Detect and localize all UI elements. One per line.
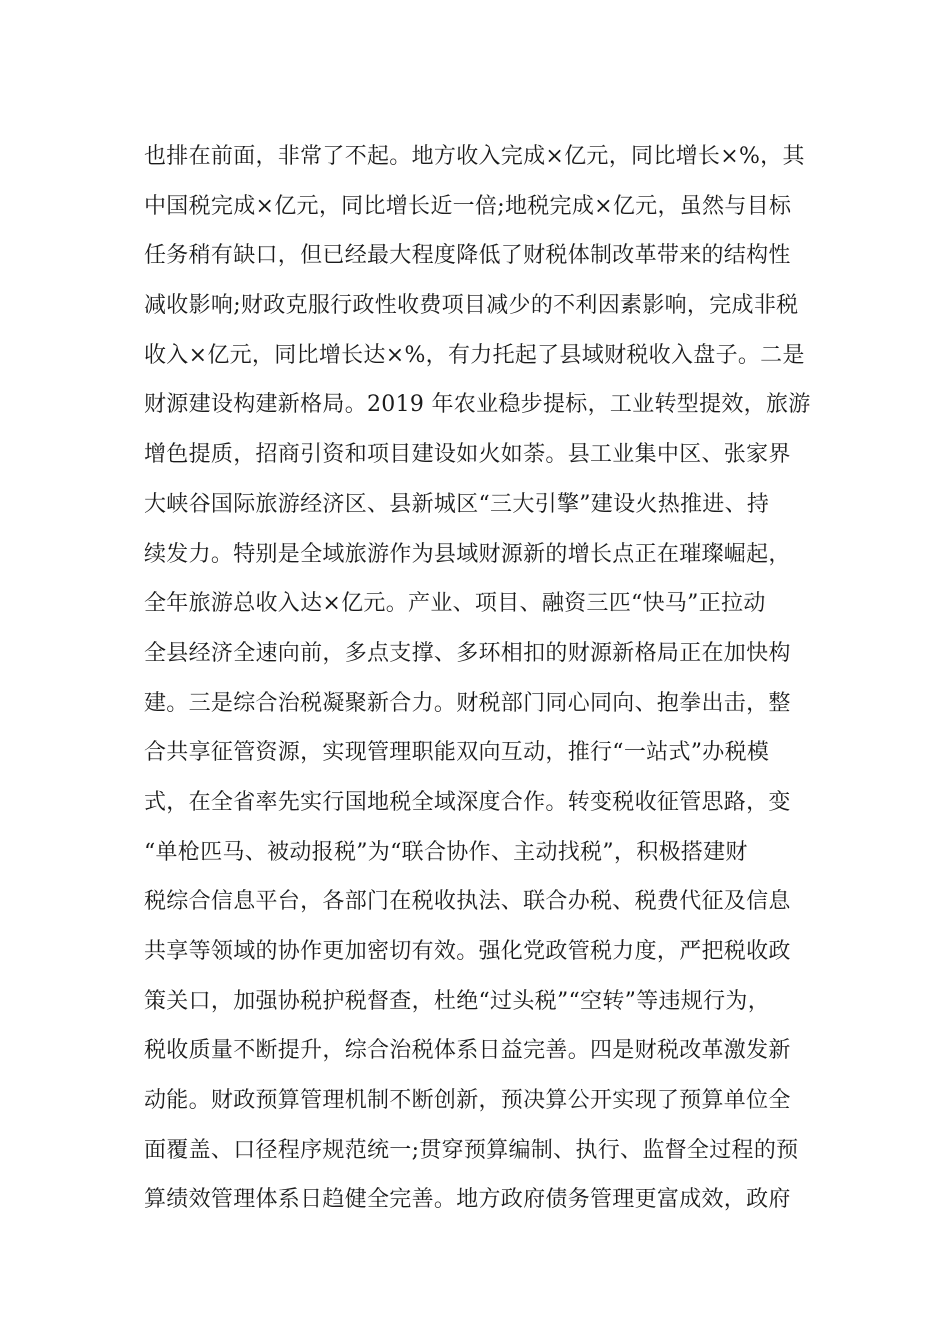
text-line: 减收影响;财政克服行政性收费项目减少的不利因素影响，完成非税 <box>144 293 799 319</box>
text-line: 式，在全省率先实行国地税全域深度合作。转变税收征管思路，变 <box>144 789 791 815</box>
text-line: 建。三是综合治税凝聚新合力。财税部门同心同向、抱拳出击，整 <box>144 690 791 716</box>
text-line: 收入×亿元，同比增长达×%，有力托起了县域财税收入盘子。二是 <box>144 342 805 368</box>
text-line: 算绩效管理体系日趋健全完善。地方政府债务管理更富成效，政府 <box>144 1187 791 1213</box>
text-line: 策关口，加强协税护税督查，杜绝“过头税”“空转”等违规行为， <box>144 988 770 1014</box>
text-line: “单枪匹马、被动报税”为“联合协作、主动找税”，积极搭建财 <box>144 839 748 865</box>
text-line: 共享等领域的协作更加密切有效。强化党政管税力度，严把税收政 <box>144 939 791 964</box>
text-line: 全年旅游总收入达×亿元。产业、项目、融资三匹“快马”正拉动 <box>144 591 766 617</box>
text-line: 中国税完成×亿元，同比增长近一倍;地税完成×亿元，虽然与目标 <box>144 193 792 219</box>
text-line: 税综合信息平台，各部门在税收执法、联合办税、税费代征及信息 <box>144 889 791 915</box>
text-line: 财源建设构建新格局。2019 年农业稳步提标，工业转型提效，旅游 <box>144 392 811 418</box>
text-line: 合共享征管资源，实现管理职能双向互动，推行“一站式”办税模 <box>144 740 770 766</box>
text-line: 全县经济全速向前，多点支撑、多环相扣的财源新格局正在加快构 <box>144 640 791 666</box>
text-line: 增色提质，招商引资和项目建设如火如荼。县工业集中区、张家界 <box>144 442 791 468</box>
text-line: 面覆盖、口径程序规范统一;贯穿预算编制、执行、监督全过程的预 <box>144 1137 799 1163</box>
text-line: 也排在前面，非常了不起。地方收入完成×亿元，同比增长×%，其 <box>144 144 805 169</box>
text-line: 税收质量不断提升，综合治税体系日益完善。四是财税改革激发新 <box>144 1038 791 1064</box>
body-paragraph <box>144 132 824 1225</box>
text-line: 续发力。特别是全域旅游作为县域财源新的增长点正在璀璨崛起， <box>144 541 791 567</box>
text-line: 大峡谷国际旅游经济区、县新城区“三大引擎”建设火热推进、持 <box>144 491 770 517</box>
text-line: 任务稍有缺口，但已经最大程度降低了财税体制改革带来的结构性 <box>144 243 791 269</box>
text-line: 动能。财政预算管理机制不断创新，预决算公开实现了预算单位全 <box>144 1088 791 1114</box>
